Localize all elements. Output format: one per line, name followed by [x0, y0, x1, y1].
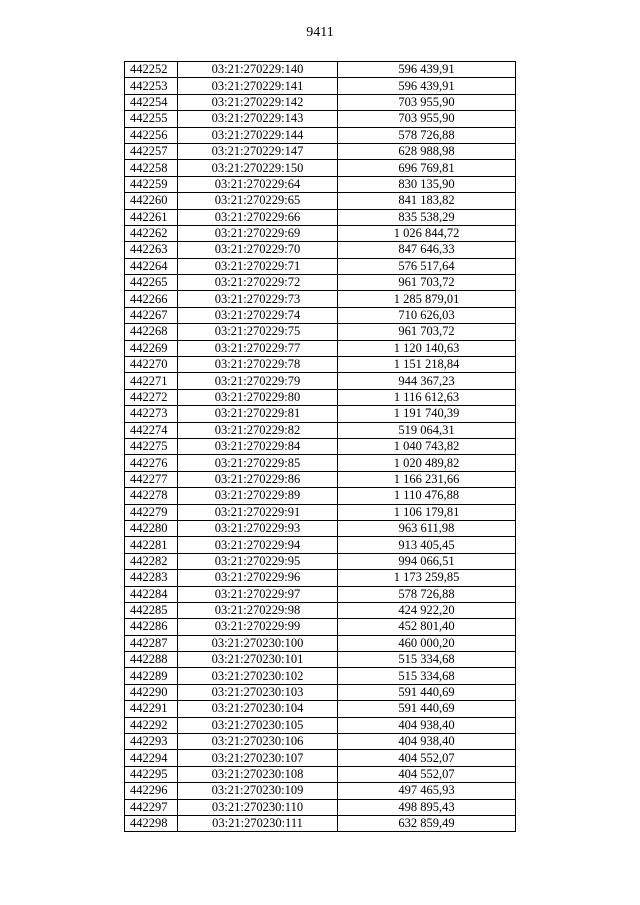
cadastral-value-cell: 703 955,90: [338, 94, 516, 110]
cadastral-value-cell: 1 173 259,85: [338, 570, 516, 586]
table-row: [125, 766, 516, 782]
cadastral-number-cell: 03:21:270230:104: [178, 701, 338, 717]
cadastral-number-cell: 03:21:270229:74: [178, 307, 338, 323]
table-row: [125, 619, 516, 635]
cadastral-value-cell: 703 955,90: [338, 111, 516, 127]
row-number-cell: 442258: [125, 160, 178, 176]
row-number-cell: 442255: [125, 111, 178, 127]
cadastral-value-cell: 696 769,81: [338, 160, 516, 176]
table-row: [125, 193, 516, 209]
cadastral-number-cell: 03:21:270229:71: [178, 258, 338, 274]
row-number-cell: 442280: [125, 520, 178, 536]
cadastral-number-cell: 03:21:270230:101: [178, 652, 338, 668]
cadastral-number-cell: 03:21:270229:94: [178, 537, 338, 553]
table-row: [125, 799, 516, 815]
row-number-cell: 442296: [125, 783, 178, 799]
cadastral-value-cell: 424 922,20: [338, 602, 516, 618]
cadastral-value-cell: 913 405,45: [338, 537, 516, 553]
cadastral-number-cell: 03:21:270229:86: [178, 471, 338, 487]
cadastral-value-cell: 596 439,91: [338, 78, 516, 94]
row-number-cell: 442264: [125, 258, 178, 274]
cadastral-number-cell: 03:21:270229:72: [178, 275, 338, 291]
row-number-cell: 442293: [125, 734, 178, 750]
cadastral-value-cell: 835 538,29: [338, 209, 516, 225]
table-row: [125, 750, 516, 766]
table-row: [125, 143, 516, 159]
row-number-cell: 442288: [125, 652, 178, 668]
table-row: [125, 422, 516, 438]
cadastral-value-cell: 961 703,72: [338, 324, 516, 340]
table-row: [125, 258, 516, 274]
cadastral-number-cell: 03:21:270229:142: [178, 94, 338, 110]
cadastral-value-cell: 596 439,91: [338, 62, 516, 78]
cadastral-number-cell: 03:21:270229:85: [178, 455, 338, 471]
cadastral-value-cell: 994 066,51: [338, 553, 516, 569]
cadastral-number-cell: 03:21:270229:96: [178, 570, 338, 586]
table-row: [125, 94, 516, 110]
table-row: [125, 438, 516, 454]
cadastral-value-cell: 944 367,23: [338, 373, 516, 389]
table-row: [125, 734, 516, 750]
table-row: [125, 111, 516, 127]
cadastral-value-cell: 1 020 489,82: [338, 455, 516, 471]
cadastral-number-cell: 03:21:270230:105: [178, 717, 338, 733]
row-number-cell: 442283: [125, 570, 178, 586]
row-number-cell: 442267: [125, 307, 178, 323]
table-row: [125, 586, 516, 602]
cadastral-number-cell: 03:21:270229:89: [178, 488, 338, 504]
cadastral-value-cell: 497 465,93: [338, 783, 516, 799]
row-number-cell: 442294: [125, 750, 178, 766]
cadastral-number-cell: 03:21:270230:109: [178, 783, 338, 799]
row-number-cell: 442274: [125, 422, 178, 438]
row-number-cell: 442265: [125, 275, 178, 291]
table-row: [125, 373, 516, 389]
cadastral-value-cell: 404 938,40: [338, 734, 516, 750]
row-number-cell: 442270: [125, 357, 178, 373]
row-number-cell: 442273: [125, 406, 178, 422]
row-number-cell: 442284: [125, 586, 178, 602]
row-number-cell: 442275: [125, 438, 178, 454]
cadastral-value-cell: 1 026 844,72: [338, 225, 516, 241]
cadastral-number-cell: 03:21:270229:91: [178, 504, 338, 520]
table-row: [125, 127, 516, 143]
table-row: [125, 62, 516, 78]
cadastral-number-cell: 03:21:270230:108: [178, 766, 338, 782]
cadastral-number-cell: 03:21:270229:75: [178, 324, 338, 340]
row-number-cell: 442292: [125, 717, 178, 733]
cadastral-number-cell: 03:21:270230:110: [178, 799, 338, 815]
table-row: [125, 783, 516, 799]
cadastral-value-cell: 963 611,98: [338, 520, 516, 536]
row-number-cell: 442269: [125, 340, 178, 356]
cadastral-value-cell: 1 191 740,39: [338, 406, 516, 422]
row-number-cell: 442268: [125, 324, 178, 340]
cadastral-number-cell: 03:21:270230:100: [178, 635, 338, 651]
table-row: [125, 602, 516, 618]
cadastral-number-cell: 03:21:270229:70: [178, 242, 338, 258]
cadastral-number-cell: 03:21:270229:141: [178, 78, 338, 94]
row-number-cell: 442252: [125, 62, 178, 78]
table-row: [125, 324, 516, 340]
cadastral-number-cell: 03:21:270229:147: [178, 143, 338, 159]
cadastral-value-cell: 498 895,43: [338, 799, 516, 815]
cadastral-value-cell: 632 859,49: [338, 815, 516, 831]
cadastral-value-table: [124, 61, 516, 832]
cadastral-value-cell: 1 151 218,84: [338, 357, 516, 373]
cadastral-number-cell: 03:21:270230:106: [178, 734, 338, 750]
table-row: [125, 209, 516, 225]
row-number-cell: 442297: [125, 799, 178, 815]
row-number-cell: 442266: [125, 291, 178, 307]
table-row: [125, 504, 516, 520]
table-row: [125, 406, 516, 422]
cadastral-value-cell: 1 116 612,63: [338, 389, 516, 405]
cadastral-number-cell: 03:21:270230:102: [178, 668, 338, 684]
cadastral-number-cell: 03:21:270229:95: [178, 553, 338, 569]
cadastral-number-cell: 03:21:270229:79: [178, 373, 338, 389]
table-row: [125, 340, 516, 356]
row-number-cell: 442278: [125, 488, 178, 504]
cadastral-value-cell: 1 106 179,81: [338, 504, 516, 520]
table-row: [125, 635, 516, 651]
cadastral-number-cell: 03:21:270229:77: [178, 340, 338, 356]
cadastral-value-cell: 830 135,90: [338, 176, 516, 192]
cadastral-number-cell: 03:21:270229:78: [178, 357, 338, 373]
cadastral-value-cell: 404 552,07: [338, 766, 516, 782]
row-number-cell: 442281: [125, 537, 178, 553]
table-row: [125, 455, 516, 471]
row-number-cell: 442263: [125, 242, 178, 258]
table-row: [125, 160, 516, 176]
cadastral-number-cell: 03:21:270229:64: [178, 176, 338, 192]
cadastral-number-cell: 03:21:270229:84: [178, 438, 338, 454]
row-number-cell: 442257: [125, 143, 178, 159]
table-row: [125, 684, 516, 700]
row-number-cell: 442276: [125, 455, 178, 471]
cadastral-number-cell: 03:21:270229:144: [178, 127, 338, 143]
cadastral-value-cell: 628 988,98: [338, 143, 516, 159]
row-number-cell: 442261: [125, 209, 178, 225]
table-row: [125, 652, 516, 668]
cadastral-value-cell: 404 552,07: [338, 750, 516, 766]
cadastral-value-cell: 841 183,82: [338, 193, 516, 209]
table-row: [125, 389, 516, 405]
table-row: [125, 242, 516, 258]
row-number-cell: 442298: [125, 815, 178, 831]
row-number-cell: 442291: [125, 701, 178, 717]
cadastral-value-cell: 578 726,88: [338, 127, 516, 143]
table-row: [125, 520, 516, 536]
cadastral-number-cell: 03:21:270229:82: [178, 422, 338, 438]
cadastral-number-cell: 03:21:270229:150: [178, 160, 338, 176]
row-number-cell: 442271: [125, 373, 178, 389]
table-row: [125, 815, 516, 831]
row-number-cell: 442272: [125, 389, 178, 405]
cadastral-number-cell: 03:21:270229:80: [178, 389, 338, 405]
cadastral-value-cell: 591 440,69: [338, 701, 516, 717]
row-number-cell: 442277: [125, 471, 178, 487]
table-row: [125, 488, 516, 504]
cadastral-value-cell: 961 703,72: [338, 275, 516, 291]
cadastral-value-cell: 1 285 879,01: [338, 291, 516, 307]
cadastral-number-cell: 03:21:270229:143: [178, 111, 338, 127]
cadastral-number-cell: 03:21:270229:97: [178, 586, 338, 602]
cadastral-number-cell: 03:21:270229:65: [178, 193, 338, 209]
table-row: [125, 176, 516, 192]
table-row: [125, 225, 516, 241]
cadastral-value-cell: 1 120 140,63: [338, 340, 516, 356]
table-row: [125, 471, 516, 487]
cadastral-number-cell: 03:21:270229:93: [178, 520, 338, 536]
table-row: [125, 275, 516, 291]
row-number-cell: 442285: [125, 602, 178, 618]
page-number: 9411: [306, 25, 334, 40]
cadastral-value-cell: 1 040 743,82: [338, 438, 516, 454]
table-row: [125, 701, 516, 717]
cadastral-value-cell: 452 801,40: [338, 619, 516, 635]
table-row: [125, 357, 516, 373]
table-row: [125, 291, 516, 307]
row-number-cell: 442256: [125, 127, 178, 143]
cadastral-value-cell: 515 334,68: [338, 652, 516, 668]
cadastral-number-cell: 03:21:270229:66: [178, 209, 338, 225]
cadastral-number-cell: 03:21:270230:103: [178, 684, 338, 700]
cadastral-number-cell: 03:21:270230:107: [178, 750, 338, 766]
row-number-cell: 442259: [125, 176, 178, 192]
cadastral-number-cell: 03:21:270229:81: [178, 406, 338, 422]
cadastral-value-cell: 578 726,88: [338, 586, 516, 602]
row-number-cell: 442286: [125, 619, 178, 635]
cadastral-value-cell: 847 646,33: [338, 242, 516, 258]
cadastral-number-cell: 03:21:270229:73: [178, 291, 338, 307]
cadastral-value-cell: 519 064,31: [338, 422, 516, 438]
row-number-cell: 442282: [125, 553, 178, 569]
row-number-cell: 442295: [125, 766, 178, 782]
cadastral-number-cell: 03:21:270229:69: [178, 225, 338, 241]
cadastral-value-cell: 460 000,20: [338, 635, 516, 651]
cadastral-number-cell: 03:21:270230:111: [178, 815, 338, 831]
cadastral-value-cell: 1 110 476,88: [338, 488, 516, 504]
cadastral-number-cell: 03:21:270229:99: [178, 619, 338, 635]
table-row: [125, 717, 516, 733]
cadastral-value-cell: 576 517,64: [338, 258, 516, 274]
row-number-cell: 442262: [125, 225, 178, 241]
row-number-cell: 442289: [125, 668, 178, 684]
cadastral-value-cell: 710 626,03: [338, 307, 516, 323]
row-number-cell: 442253: [125, 78, 178, 94]
cadastral-value-cell: 1 166 231,66: [338, 471, 516, 487]
cadastral-value-cell: 515 334,68: [338, 668, 516, 684]
row-number-cell: 442290: [125, 684, 178, 700]
table-body: [125, 62, 516, 832]
table-row: [125, 537, 516, 553]
row-number-cell: 442260: [125, 193, 178, 209]
cadastral-number-cell: 03:21:270229:140: [178, 62, 338, 78]
table-row: [125, 668, 516, 684]
table-row: [125, 78, 516, 94]
cadastral-number-cell: 03:21:270229:98: [178, 602, 338, 618]
row-number-cell: 442279: [125, 504, 178, 520]
table-row: [125, 553, 516, 569]
row-number-cell: 442254: [125, 94, 178, 110]
row-number-cell: 442287: [125, 635, 178, 651]
table-row: [125, 570, 516, 586]
table-row: [125, 307, 516, 323]
cadastral-value-cell: 591 440,69: [338, 684, 516, 700]
cadastral-value-cell: 404 938,40: [338, 717, 516, 733]
